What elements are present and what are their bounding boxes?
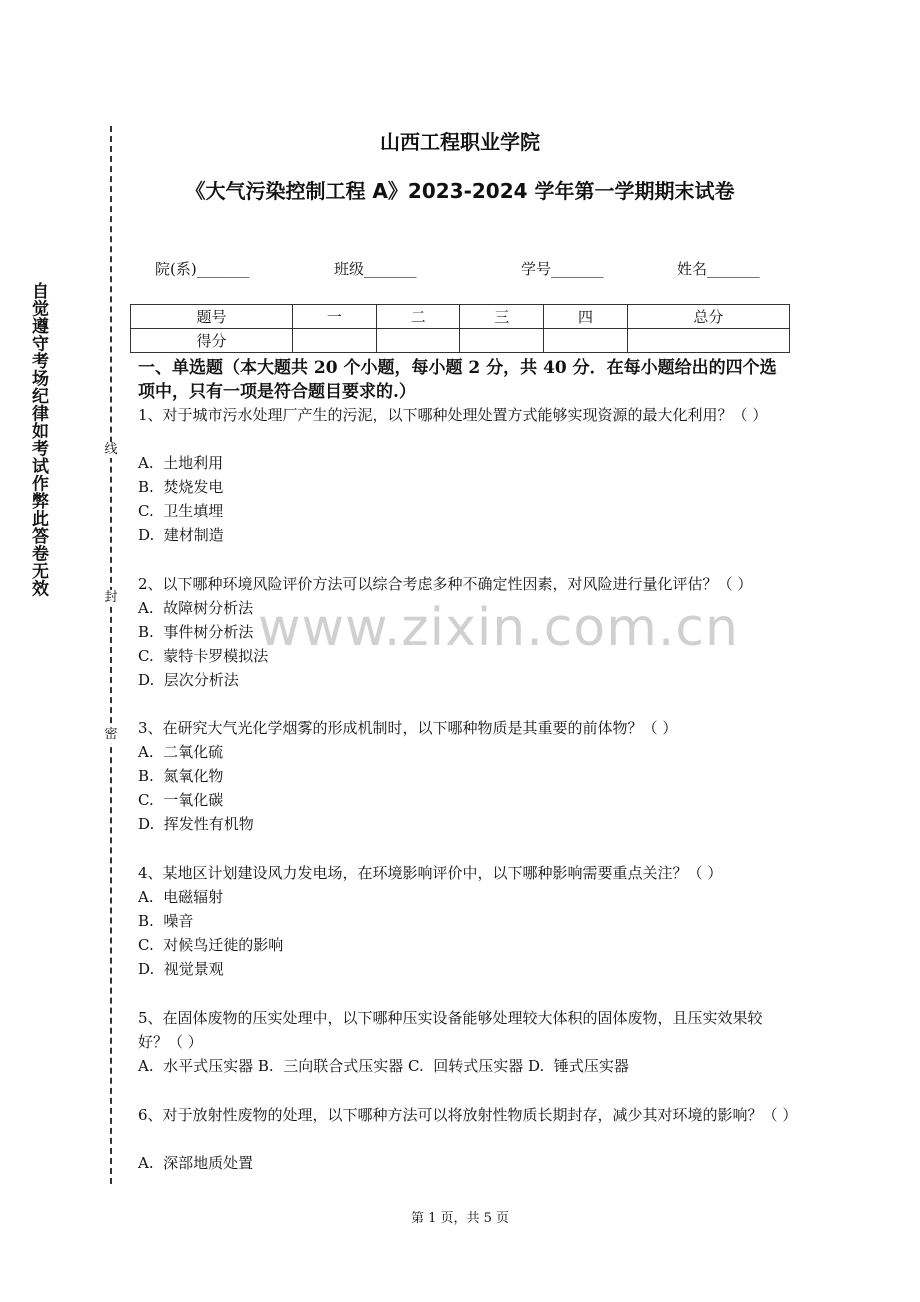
- page-footer: 第 1 页，共 5 页: [410, 1211, 510, 1226]
- question-stem: 6、对于放射性废物的处理，以下哪种方法可以将放射性物质长期封存，减少其对环境的影响？（ ）: [138, 1106, 798, 1124]
- option: D. 建材制造: [138, 526, 224, 544]
- option: A. 深部地质处置: [138, 1154, 254, 1172]
- option: B. 氮氧化物: [138, 767, 224, 785]
- option: C. 一氧化碳: [138, 791, 224, 809]
- binding-mark-line: 线: [104, 442, 118, 457]
- option: D. 视觉景观: [138, 960, 224, 978]
- class-field: 班级_______: [334, 260, 417, 278]
- exam-title: 《大气污染控制工程 A》2023-2024 学年第一学期期末试卷: [185, 179, 735, 203]
- name-field: 姓名_______: [677, 260, 760, 278]
- score-cell: [544, 329, 628, 353]
- score-row-label: 得分: [131, 329, 293, 353]
- options-inline: A. 水平式压实器 B. 三向联合式压实器 C. 回转式压实器 D. 锤式压实器: [138, 1057, 629, 1075]
- option: B. 事件树分析法: [138, 623, 254, 641]
- school-title: 山西工程职业学院: [380, 130, 540, 154]
- option: C. 卫生填埋: [138, 502, 224, 520]
- score-header-cell: 三: [460, 305, 544, 329]
- binding-mark-secret: 密: [104, 727, 118, 742]
- score-header-cell: 二: [376, 305, 460, 329]
- binding-dashed-line: [110, 126, 112, 1184]
- option: C. 对候鸟迁徙的影响: [138, 936, 284, 954]
- score-header-cell: 总分: [627, 305, 789, 329]
- option: B. 噪音: [138, 912, 194, 930]
- option: B. 焚烧发电: [138, 478, 224, 496]
- section-title: 一、单选题（本大题共 20 个小题，每小题 2 分，共 40 分．在每小题给出的四个选项中，只有一项是符合题目要求的.）: [138, 358, 777, 402]
- question-stem: 2、以下哪种环境风险评价方法可以综合考虑多种不确定性因素，对风险进行量化评估？（ ）: [138, 575, 753, 593]
- score-header-cell: 四: [544, 305, 628, 329]
- score-header-cell: 题号: [131, 305, 293, 329]
- score-cell: [293, 329, 377, 353]
- option: A. 土地利用: [138, 454, 224, 472]
- option: C. 蒙特卡罗模拟法: [138, 647, 269, 665]
- watermark: www.zixin.com.cn: [258, 598, 739, 658]
- option: D. 层次分析法: [138, 671, 239, 689]
- option: A. 电磁辐射: [138, 888, 224, 906]
- score-header-cell: 一: [293, 305, 377, 329]
- score-cell: [627, 329, 789, 353]
- student-id-field: 学号_______: [521, 260, 604, 278]
- side-notice: 自觉遵守考场纪律如考试作弊此答卷无效: [28, 282, 48, 597]
- score-cell: [460, 329, 544, 353]
- question-stem: 3、在研究大气光化学烟雾的形成机制时，以下哪种物质是其重要的前体物？（ ）: [138, 719, 678, 737]
- score-cell: [376, 329, 460, 353]
- option: A. 二氧化硫: [138, 743, 224, 761]
- score-table-score-row: [131, 329, 790, 353]
- question-stem: 5、在固体废物的压实处理中，以下哪种压实设备能够处理较大体积的固体废物，且压实效果较好？（ ）: [138, 1009, 763, 1051]
- score-table: [130, 304, 790, 353]
- score-table-header-row: [131, 305, 790, 329]
- question-stem: 4、某地区计划建设风力发电场，在环境影响评价中，以下哪种影响需要重点关注？（ ）: [138, 864, 723, 882]
- question-stem: 1、对于城市污水处理厂产生的污泥，以下哪种处理处置方式能够实现资源的最大化利用？（ ）: [138, 406, 768, 424]
- option: D. 挥发性有机物: [138, 815, 254, 833]
- binding-mark-seal: 封: [104, 590, 118, 605]
- option: A. 故障树分析法: [138, 599, 254, 617]
- department-field: 院(系)_______: [155, 260, 250, 278]
